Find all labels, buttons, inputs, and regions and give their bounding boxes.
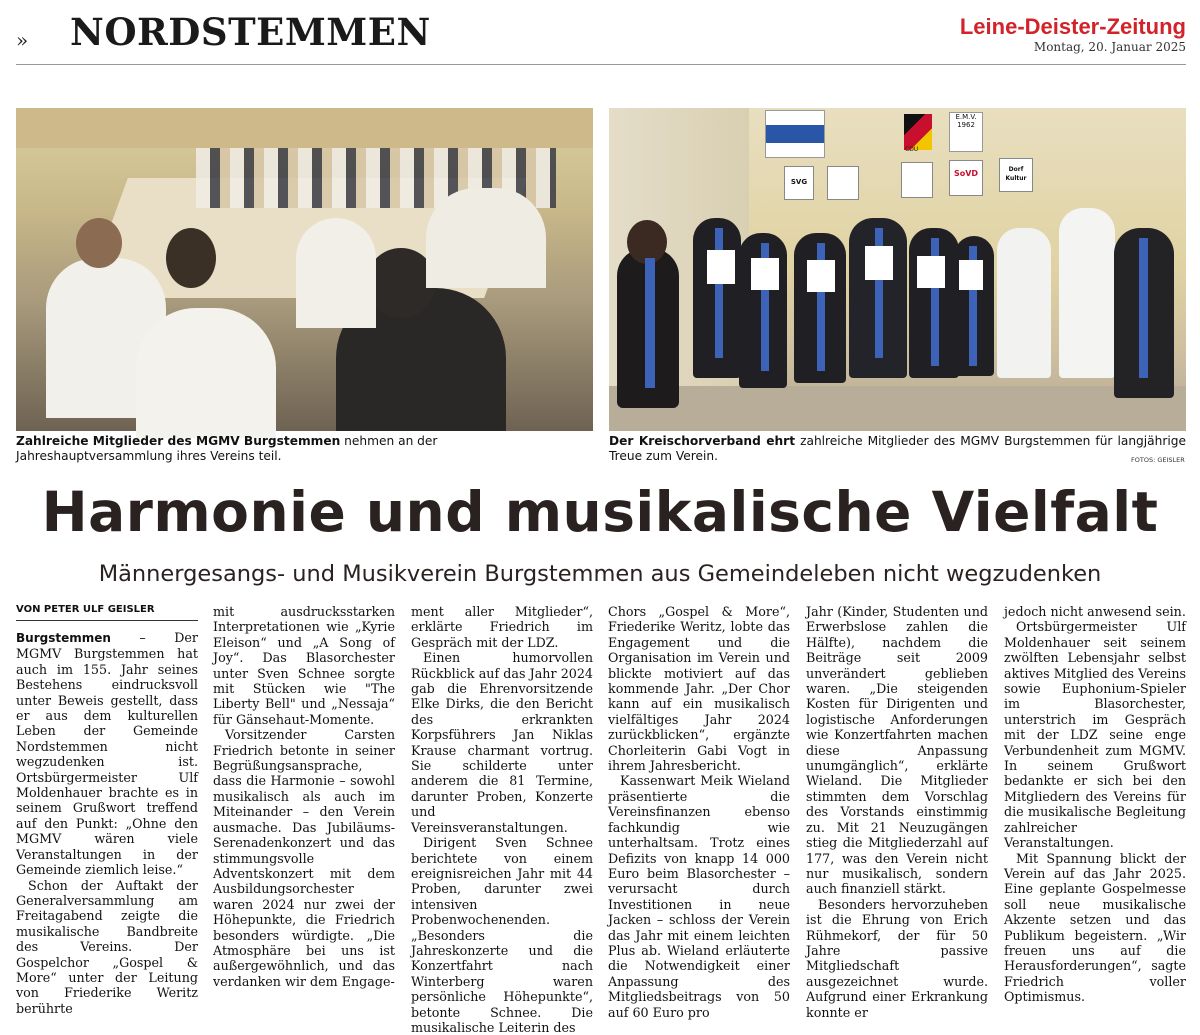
newspaper-name: Leine-Deister-Zeitung (959, 14, 1186, 39)
paragraph: Besonders hervorzuheben ist die Ehrung von Erich Rühmekorf, der für 50 Jahre passive Mitgliedschaft ausgezeichnet wurde. Aufgrund einer Erkrankung konnte er (806, 896, 988, 1020)
paragraph: Vorsitzender Carsten Friedrich betonte in seiner Begrüßungsansprache, dass die Harmonie – sowohl musikalisch als auch im Miteinander – den Verein ausmache. Das Jubiläums-Serenadenkonzert und das stimmungsvolle Adventskonzert mit dem Ausbildungsorchester waren 2024 nur zwei der Höhepunkte, die Friedrich besonders würdigte. „Die Atmosphäre bei uns ist außergewöhnlich, und das verdanken wir dem Engage- (213, 727, 395, 989)
paragraph: Schon der Auftakt der Generalversammlung am Freitagabend zeigte die musikalische Bandbreite des Vereins. Der Gospelchor „Gospel & More“ unter der Leitung von Friederike Weritz berührte (16, 877, 198, 1016)
sign-svg: SVG (784, 166, 814, 200)
paragraph-text: – Der MGMV Burgstemmen hat auch im 155. Jahr seines Bestehens eindrucksvoll unter Beweis gestellt, dass er aus dem kulturellen Leben der Gemeinde Nordstemmen nicht wegzudenken ist. Ortsbürgermeister Ulf Moldenhauer brachte es in seinem Grußwort treffend auf den Punkt: „Ohne den MGMV wären viele Veranstaltungen in der Gemeinde ziemlich leise.“ (16, 630, 198, 878)
paragraph: jedoch nicht anwesend sein. (1004, 604, 1186, 619)
paragraph: Einen humorvollen Rückblick auf das Jahr 2024 gab die Ehrenvorsitzende Elke Dirks, die den Bericht des erkrankten Korpsführers Jan Niklas Krause charmant vortrug. Sie schilderte unter anderem die 81 Termine, darunter Proben, Konzerte und Vereinsveranstaltungen. (411, 650, 593, 835)
page-header (16, 0, 1186, 64)
sign-sovd: SoVD (949, 160, 983, 196)
article-column-2 (213, 604, 395, 989)
caption-left (16, 434, 593, 464)
sign-kultur: Kultur (1005, 175, 1027, 182)
header-rule (16, 64, 1186, 65)
paragraph: Kassenwart Meik Wieland präsentierte die Vereinsfinanzen ebenso fachkundig wie unterhaltsam. Trotz eines Defizits von knapp 14 000 Euro beim Blasorchester – verursacht durch Investitionen in neue Jacken – schloss der Verein das Jahr mit einem leichten Plus ab. Wieland erläuterte die Notwendigkeit einer Anpassung des Mitgliedsbeitrags von 50 auf 60 Euro pro (608, 773, 790, 1020)
lead-word: Burgstemmen (16, 631, 111, 645)
sign-dorf: Dorf (1008, 166, 1024, 173)
article-column-4 (608, 604, 790, 1020)
section-title: NORDSTEMMEN (70, 10, 431, 54)
paragraph: Jahr (Kinder, Studenten und Erwerbslose zahlen die Hälfte), nachdem die Beiträge seit 2009 unverändert geblieben waren. „Die steigenden Kosten für Dirigenten und logistische Anforderungen wie Konzertfahrten machen diese Anpassung unumgänglich“, erklärte Wieland. Die Mitglieder stimmten dem Vorschlag des Vorstands einstimmig zu. Mit 21 Neuzugängen stieg die Mitgliederzahl auf 177, was den Verein nicht nur musikalisch, sondern auch finanziell stärkt. (806, 604, 988, 897)
paragraph (16, 630, 198, 878)
paragraph: Dirigent Sven Schnee berichtete von einem ereignisreichen Jahr mit 44 Proben, darunter zwei intensiven Probenwochenenden. „Besonders die Jahreskonzerte und die Konzertfahrt nach Winterberg waren persönliche Höhepunkte“, betonte Schnee. Die musikalische Leiterin des (411, 835, 593, 1035)
paragraph: Mit Spannung blickt der Verein auf das Jahr 2025. Eine geplante Gospelmesse soll neue musikalische Akzente setzen und das Publikum begeistern. „Wir freuen uns auf die Herausforderungen“, sagte Friedrich voller Optimismus. (1004, 850, 1186, 1005)
paragraph: Chors „Gospel & More“, Friederike Weritz, lobte das Engagement und die Organisation im Verein und blickte motiviert auf das kommende Jahr. „Der Chor kann auf ein musikalisch vielfältiges Jahr 2024 zurückblicken“, ergänzte Chorleiterin Gabi Vogt in ihrem Jahresbericht. (608, 604, 790, 774)
article-subheadline: Männergesangs- und Musikverein Burgstemmen aus Gemeindeleben nicht wegzudenken (98, 561, 1102, 587)
paragraph: mit ausdrucksstarken Interpretationen wie „Kyrie Eleison“ und „A Song of Joy“. Das Blasorchester unter Sven Schnee sorgte mit Stücken wie "The Liberty Bell" und „Nessaja“ für Gänsehaut-Momente. (213, 604, 395, 727)
article-column-1 (16, 630, 198, 1016)
sign-year: 1962 (957, 121, 975, 129)
caption-right (609, 434, 1186, 464)
paragraph: ment aller Mitglieder“, erklärte Friedrich im Gespräch mit der LDZ. (411, 604, 593, 650)
article-column-6 (1004, 604, 1186, 1005)
caption-left-bold: Zahlreiche Mitglieder des MGMV Burgstemmen (16, 434, 341, 448)
issue-date: Montag, 20. Januar 2025 (1033, 40, 1186, 54)
sign-cdu: CDU (905, 146, 919, 153)
photo-honorees (609, 108, 1186, 431)
article-column-5 (806, 604, 988, 1020)
article-headline: Harmonie und musikalische Vielfalt (41, 480, 1159, 544)
sign-emv: E.M.V. (955, 113, 977, 121)
byline-rule (16, 620, 198, 621)
photo-credit: FOTOS: GEISLER (1131, 456, 1185, 464)
caption-left-text: nehmen an der Jahreshauptversammlung ihres Vereins teil. (16, 434, 438, 463)
caption-right-text: zahlreiche Mitglieder des MGMV Burgstemmen für langjährige Treue zum Verein. (609, 434, 1187, 463)
byline: VON PETER ULF GEISLER (16, 604, 155, 615)
paragraph: Ortsbürgermeister Ulf Moldenhauer seit seinem zwölften Lebensjahr selbst aktives Mitglied des Vereins sowie Euphonium-Spieler im Blasorchester, unterstrich im Gespräch mit der LDZ seine enge Verbundenheit zum MGMV. In seinem Grußwort bedankte er sich bei den Mitgliedern des Vereins für die musikalische Begleitung zahlreicher Veranstaltungen. (1004, 619, 1186, 851)
chevron-icon: » (16, 28, 29, 52)
photo-assembly (16, 108, 593, 431)
caption-right-bold: Der Kreischorverband ehrt (609, 434, 796, 448)
article-column-3 (411, 604, 593, 1035)
